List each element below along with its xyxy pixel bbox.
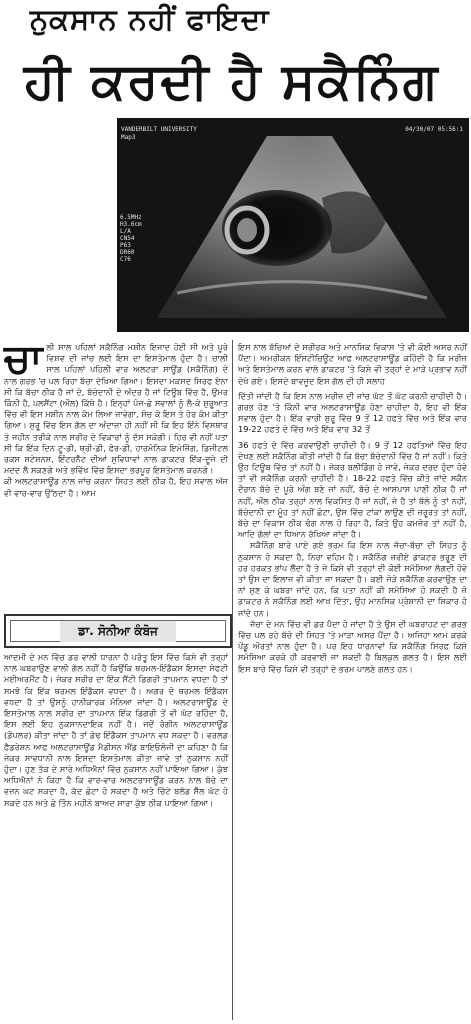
scan-mode: Map3 <box>121 134 136 141</box>
scan-date: 04/30/07 05:56:1 <box>405 126 463 133</box>
author-byline: ਡਾ. ਸੋਨੀਆ ਕੰਬੋਜ <box>60 621 176 642</box>
effects-paragraph: ਇਸ ਨਾਲ ਬੱਚਿਆਂ ਦੇ ਸਰੀਰਕ ਅਤੇ ਮਾਨਸਿਕ ਵਿਕਾਸ 'ਤੇ ਵੀ ਕੋਈ ਅਸਰ ਨਹੀਂ ਪੈਂਦਾ। ਅਮਰੀਕਨ ਇੰਸਟੀਚਿਊਟ ਆਫ ਅਲਟਰਾਸਾਊਂਡ ਕਹਿੰਦੀ ਹੈ ਕਿ ਮਰੀਜ਼ ਅਤੇ ਇਸਤੇਮਾਲ ਕਰਨ ਵਾਲੇ ਡਾਕਟਰ 'ਤੇ ਕਿਸੇ ਵੀ ਤਰ੍ਹਾਂ ਦੇ ਮਾੜੇ ਪ੍ਰਭਾਵ ਨਹੀਂ ਦੇਖੇ ਗਏ। ਇਸਦੇ ਬਾਵਜੂਦ ਇਸ ਗੱਲ ਦੀ ਹੀ ਸਲਾਹ <box>238 342 467 386</box>
ultrasound-image <box>117 118 469 332</box>
column-1-top <box>4 336 228 499</box>
column-divider <box>232 340 233 1020</box>
myths-paragraph: ਸਕੈਨਿੰਗ ਬਾਰੇ ਪਾਏ ਗਏ ਭਰਮ ਕਿ ਇਸ ਨਾਲ ਜੱਚਾ-ਬੱਚਾ ਦੀ ਸਿਹਤ ਨੂੰ ਨੁਕਸਾਨ ਹੋ ਸਕਦਾ ਹੈ, ਨਿਰਾ ਵਹਿਮ ਹੈ। ਸਕੈਨਿੰਗ ਜ਼ਰੀਏ ਡਾਕਟਰ ਭਰੂਣ ਦੀ ਹਰ ਹਰਕਤ ਭਾਂਪ ਲੈਂਦਾ ਹੈ ਤੇ ਜੇ ਕਿਸੇ ਵੀ ਤਰ੍ਹਾਂ ਦੀ ਕੋਈ ਸਮੱਸਿਆ ਲੱਗਦੀ ਹੋਵੇ ਤਾਂ ਉਸ ਦਾ ਇਲਾਜ ਵੀ ਕੀਤਾ ਜਾ ਸਕਦਾ ਹੈ। ਕਈ ਜੋੜੇ ਸਕੈਨਿੰਗ ਕਰਵਾਉਣ ਦਾ ਨਾਂ ਸੁਣ ਕੇ ਘਬਰਾ ਜਾਂਦੇ ਹਨ, ਕਿ ਪਤਾ ਨਹੀਂ ਕੀ ਸਮੱਸਿਆ ਹੋ ਸਕਦੀ ਹੈ ਜੋ ਡਾਕਟਰ ਨੇ ਸਕੈਨਿੰਗ ਲਈ ਆਖ ਦਿੱਤਾ, ਉਹ ਮਾਨਸਿਕ ਪ੍ਰੇਸ਼ਾਨੀ ਦਾ ਸ਼ਿਕਾਰ ਹੋ ਜਾਂਦੇ ਹਨ। <box>238 540 467 618</box>
scan-institution: VANDERBILT UNIVERSITY <box>121 126 197 133</box>
column-2 <box>238 342 467 675</box>
thermal-index-paragraph: ਆਦਮੀ ਦੇ ਮਨ ਵਿੱਚ ਡਰ ਵਾਲੀ ਧਾਰਨਾ ਹੈ ਪਰੰਤੂ ਇਸ ਵਿੱਚ ਕਿਸੇ ਵੀ ਤਰ੍ਹਾਂ ਨਾਲ ਘਬਰਾਉਣ ਵਾਲੀ ਗੱਲ ਨਹੀਂ ਹੈ ਕਿਉਂਕਿ ਥਰਮਲ-ਇੰਡੈਕਸ ਇਸਦਾ ਸੇਫਟੀ ਮਈਅਰਮੈਂਟ ਹੈ। ਜੇਕਰ ਸਰੀਰ ਦਾ ਇੱਕ ਸੈਂਟੀ ਡਿਗਰੀ ਤਾਪਮਾਨ ਵਧਦਾ ਹੈ ਤਾਂ ਸਮਝੋ ਕਿ ਇੱਕ ਥਰਮਲ ਇੰਡੈਕਸ ਵਧਦਾ ਹੈ। ਅਗਰ ਦੋ ਥਰਮਲ ਇੰਡੈਕਸ ਵਧਦਾ ਹੈ ਤਾਂ ਉਸਨੂੰ ਹਾਨੀਕਾਰਕ ਮੰਨਿਆ ਜਾਂਦਾ ਹੈ। ਅਲਟਰਾਸਾਊਂਡ ਦੇ ਇਸਤੇਮਾਲ ਨਾਲ ਸਰੀਰ ਦਾ ਤਾਪਮਾਨ ਇੱਕ ਡਿਗਰੀ ਤੋਂ ਵੀ ਘੱਟ ਰਹਿੰਦਾ ਹੈ, ਇਸ ਲਈ ਇਹ ਨੁਕਸਾਨਦਾਇਕ ਨਹੀਂ ਹੈ। ਜਦੋਂ ਰੰਗੀਨ ਅਲਟਰਾਸਾਊਂਡ (ਡੌਪਲਰ) ਕੀਤਾ ਜਾਂਦਾ ਹੈ ਤਾਂ ਡੇਢ ਇੰਡੈਕਸ ਤਾਪਮਾਨ ਵਧ ਸਕਦਾ ਹੈ। ਵਰਲਡ ਫੈਡਰੇਸ਼ਨ ਆਫ ਅਲਟਰਾਸਾਊਂਡ ਮੈਡੀਸਨ ਐਂਡ ਬਾਇਓਲੋਜੀ ਦਾ ਕਹਿਣਾ ਹੈ ਕਿ ਜੇਕਰ ਸਾਵਧਾਨੀ ਨਾਲ ਇਸਦਾ ਇਸਤੇਮਾਲ ਕੀਤਾ ਜਾਵੇ ਤਾਂ ਨੁਕਸਾਨ ਨਹੀਂ ਹੁੰਦਾ। ਹੁਣ ਤੱਕ ਦੇ ਸਾਰੇ ਅਧਿਐਨਾਂ ਵਿੱਚ ਨੁਕਸਾਨ ਨਹੀਂ ਪਾਇਆ ਗਿਆ। ਕੁੱਝ ਅਧਿਐਨਾਂ ਨੇ ਕਿਹਾ ਹੈ ਕਿ ਵਾਰ-ਵਾਰ ਅਲਟਰਾਸਾਊਂਡ ਕਰਨ ਨਾਲ ਬੱਚੇ ਦਾ ਵਜ਼ਨ ਘਟ ਸਕਦਾ ਹੈ, ਕੱਦ ਛੋਟਾ ਹੋ ਸਕਦਾ ਹੈ ਅਤੇ ਚਿੱਟੇ ਬਲੱਡ ਸੈੱਲ ਘੱਟ ਹੋ ਸਕਦੇ ਹਨ ਅਤੇ ਛੇ ਤਿੰਨ ਮਹੀਨੇ ਬਾਅਦ ਸਾਰਾ ਕੁੱਝ ਠੀਕ ਪਾਇਆ ਗਿਆ। <box>4 652 228 808</box>
question-paragraph: ਕੀ ਅਲਟਰਾਸਾਊਂਡ ਨਾਲ ਜਾਂਚ ਕਰਨਾ ਸਿਹਤ ਲਈ ਠੀਕ ਹੈ, ਇਹ ਸਵਾਲ ਅੱਜ ਵੀ ਵਾਰ-ਵਾਰ ਉੱਠਦਾ ਹੈ। ਆਮ <box>4 476 228 498</box>
drop-cap: ਚਾ <box>4 336 43 382</box>
headline-line-2: ਹੀ ਕਰਦੀ ਹੈ ਸਕੈਨਿੰਗ <box>24 52 440 110</box>
intro-paragraph: ਲੀ ਸਾਲ ਪਹਿਲਾਂ ਸਕੈਨਿੰਗ ਮਸ਼ੀਨ ਇਜਾਦ ਹੋਈ ਸੀ ਅਤੇ ਪੂਰੇ ਵਿਸ਼ਵ ਦੀ ਜਾਂਚ ਲਈ ਇਸ ਦਾ ਇਸਤੇਮਾਲ ਹੁੰਦਾ ਹੈ। ਚਾਲੀ ਸਾਲ ਪਹਿਲਾਂ ਪਹਿਲੀ ਵਾਰ ਅਲਟਰਾ ਸਾਊਂਡ (ਸਕੈਨਿੰਗ) ਦੇ ਨਾਲ ਗਰਭ 'ਚ ਪਲ ਰਿਹਾ ਬੱਚਾ ਦੇਖਿਆ ਗਿਆ। ਇਸਦਾ ਮਕਸਦ ਸਿਰਫ ਏਨਾ ਸੀ ਕਿ ਬੱਚਾ ਠੀਕ ਹੈ ਜਾਂ ਦੇ, ਬੱਚੇਦਾਨੀ ਦੇ ਅੰਦਰ ਹੈ ਜਾਂ ਟਿਊਬ ਵਿੱਚ ਹੈ, ਉਮਰ ਕਿੰਨੀ ਹੈ, ਪਲਸੈਂਟਾ (ਔਲ) ਕਿੱਥੇ ਹੈ। ਇਨ੍ਹਾਂ ਪੰਜ-ਛੇ ਸਵਾਲਾਂ ਨੂੰ ਲੈ-ਕੇ ਸ਼ੁਰੂਆਤ ਵਿੱਚ ਵੀ ਇਸ ਮਸ਼ੀਨ ਨਾਲ ਕੰਮ ਲਿਆ ਜਾਵੇਗਾ, ਸੋਚ ਕੇ ਇਸ ਤੇ ਹੋਰ ਕੰਮ ਕੀਤਾ ਗਿਆ। ਸ਼ੁਰੂ ਵਿੱਚ ਇਸ ਗੱਲ ਦਾ ਅੰਦਾਜ਼ਾ ਹੀ ਨਹੀਂ ਸੀ ਕਿ ਇਹ ਇੰਨੇ ਵਿਸਥਾਰ ਤੇ ਜਹੀਨ ਤਰੀਕੇ ਨਾਲ ਸਰੀਰ ਦੇ ਵਿਕਾਰਾਂ ਨੂੰ ਦੱਸ ਸਕੇਗੀ। ਹਿਰ ਵੀ ਨਹੀਂ ਪਤਾ ਸੀ ਕਿ ਇੱਕ ਦਿਨ ਟੂ-ਡੀ, ਥ੍ਰੀ-ਡੀ, ਫੋਰ-ਡੀ, ਹਾਰਮੋਨਿਕ ਇਮੇਜਿੰਗ, ਡਿਜੀਟਲ ਰਕਸ ਸਟੇਸ਼ਨਸ, ਇੰਟਰਨੈੱਟ ਦੀਆਂ ਸੁਵਿਧਾਵਾਂ ਨਾਲ ਡਾਕਟਰ ਇੱਕ-ਦੂਜੇ ਦੀ ਮਦਦ ਲੈ ਸਕਣਗੇ ਅਤੇ ਭਵਿੱਖ ਵਿੱਚ ਇਸਦਾ ਭਰਪੂਰ ਇਸਤੇਮਾਲ ਕਰਨਗੇ। <box>4 342 228 476</box>
frequency-paragraph: ਦਿੱਤੀ ਜਾਂਦੀ ਹੈ ਕਿ ਇਸ ਨਾਲ ਮਰੀਜ਼ ਦੀ ਜਾਂਚ ਘੱਟ ਤੋਂ ਘੱਟ ਕਰਨੀ ਚਾਹੀਦੀ ਹੈ। ਗਰਭ ਹੋਣ 'ਤੇ ਕਿੰਨੀ ਵਾਰ ਅਲਟਰਾਸਾਊਂਡ ਹੋਣਾ ਚਾਹੀਦਾ ਹੈ, ਇਹ ਵੀ ਇੱਕ ਸਵਾਲ ਹੁੰਦਾ ਹੈ। ਇੱਕ ਵਾਰੀ ਸ਼ੁਰੂ ਵਿੱਚ 9 ਤੋਂ 12 ਹਫਤੇ ਵਿੱਚ ਅਤੇ ਇੱਕ ਵਾਰ 19-22 ਹਫਤੇ ਦੇ ਵਿੱਚ ਅਤੇ ਇੱਕ ਵਾਰ 32 ਤੋਂ <box>238 390 467 435</box>
headline-line-1: ਨੁਕਸਾਨ ਨਹੀਂ ਫਾਇਦਾ <box>30 2 270 36</box>
conclusion-paragraph: ਜੱਚਾ ਦੇ ਮਨ ਵਿੱਚ ਵੀ ਡਰ ਪੈਦਾ ਹੋ ਜਾਂਦਾ ਹੈ ਤੇ ਉਸ ਦੀ ਘਬਰਾਹਟ ਦਾ ਗਰਭ ਵਿੱਚ ਪਲ ਰਹੇ ਬੱਚੇ ਦੀ ਸਿਹਤ 'ਤੇ ਮਾੜਾ ਅਸਰ ਪੈਂਦਾ ਹੈ। ਅਜਿਹਾ ਆਮ ਕਰਕੇ ਪੇਂਡੂ ਔਰਤਾਂ ਨਾਲ ਹੁੰਦਾ ਹੈ। ਪਰ ਇਹ ਧਾਰਨਾਵਾਂ ਕਿ ਸਕੈਨਿੰਗ ਸਿਰਫ ਕਿਸੇ ਸਮੱਸਿਆ ਕਰਕੇ ਹੀ ਕਰਵਾਈ ਜਾ ਸਕਦੀ ਹੈ ਬਿਲਕੁਲ ਗਲਤ ਹੈ। ਇਸ ਲਈ ਇਸ ਬਾਰੇ ਵਿੱਚ ਕਿਸੇ ਵੀ ਤਰ੍ਹਾਂ ਦੇ ਭਰਮ ਪਾਲਣੇ ਗਲਤ ਹਨ। <box>238 618 467 674</box>
column-1-bottom <box>4 652 228 809</box>
byline-box <box>4 614 232 648</box>
weeks-paragraph: 36 ਹਫਤੇ ਦੇ ਵਿੱਚ ਕਰਵਾਉਣੀ ਚਾਹੀਦੀ ਹੈ। 9 ਤੋਂ 12 ਹਫਤਿਆਂ ਵਿੱਚ ਇਹ ਦੇਖਣ ਲਈ ਸਕੈਨਿੰਗ ਕੀਤੀ ਜਾਂਦੀ ਹੈ ਕਿ ਬੱਚਾ ਬੱਚੇਦਾਨੀ ਵਿੱਚ ਹੈ ਜਾਂ ਨਹੀਂ। ਕਿਤੇ ਉਹ ਟਿਊਬ ਵਿੱਚ ਤਾਂ ਨਹੀਂ ਹੈ। ਜੇਕਰ ਬਲੀਡਿੰਗ ਹੋ ਜਾਵੇ, ਜੇਕਰ ਦਰਦ ਹੁੰਦਾ ਹੋਵੇ ਤਾਂ ਵੀ ਸਕੈਨਿੰਗ ਕਰਨੀ ਚਾਹੀਦੀ ਹੈ। 18-22 ਹਫਤੇ ਵਿੱਚ ਕੀਤੇ ਜਾਂਦੇ ਸਕੈਨ ਦੌਰਾਨ ਬੱਚੇ ਦੇ ਪੂਰੇ ਅੰਗ ਬਣੇ ਜਾਂ ਨਹੀਂ, ਬੱਚੇ ਦੇ ਆਸਪਾਸ ਪਾਣੀ ਠੀਕ ਹੈ ਜਾਂ ਨਹੀਂ, ਔਲ ਠੀਕ ਤਰ੍ਹਾਂ ਨਾਲ ਵਿਕਸਿਤ ਹੈ ਜਾਂ ਨਹੀਂ, ਜੇ ਹੈ ਤਾਂ ਥੱਲੇ ਨੂੰ ਤਾਂ ਨਹੀਂ, ਬੱਚੇਦਾਨੀ ਦਾ ਮੂੰਹ ਤਾਂ ਨਹੀਂ ਛੋਟਾ, ਉਸ ਵਿੱਚ ਟਾਂਕਾ ਲਾਉਣ ਦੀ ਜ਼ਰੂਰਤ ਤਾਂ ਨਹੀਂ, ਬੱਚੇ ਦਾ ਵਿਕਾਸ ਠੀਕ ਢੰਗ ਨਾਲ ਹੋ ਰਿਹਾ ਹੈ, ਕਿਤੇ ਉਹ ਕਮਜ਼ੋਰ ਤਾਂ ਨਹੀਂ ਹੈ, ਆਦਿ ਗੱਲਾਂ ਦਾ ਧਿਆਨ ਰੱਖਿਆ ਜਾਂਦਾ ਹੈ। <box>238 439 467 540</box>
ultrasound-scan-graphic <box>117 118 469 332</box>
scan-settings: 6.5MHz H3.6cm L/A CN54 P63 DR60 C76 <box>120 214 142 263</box>
